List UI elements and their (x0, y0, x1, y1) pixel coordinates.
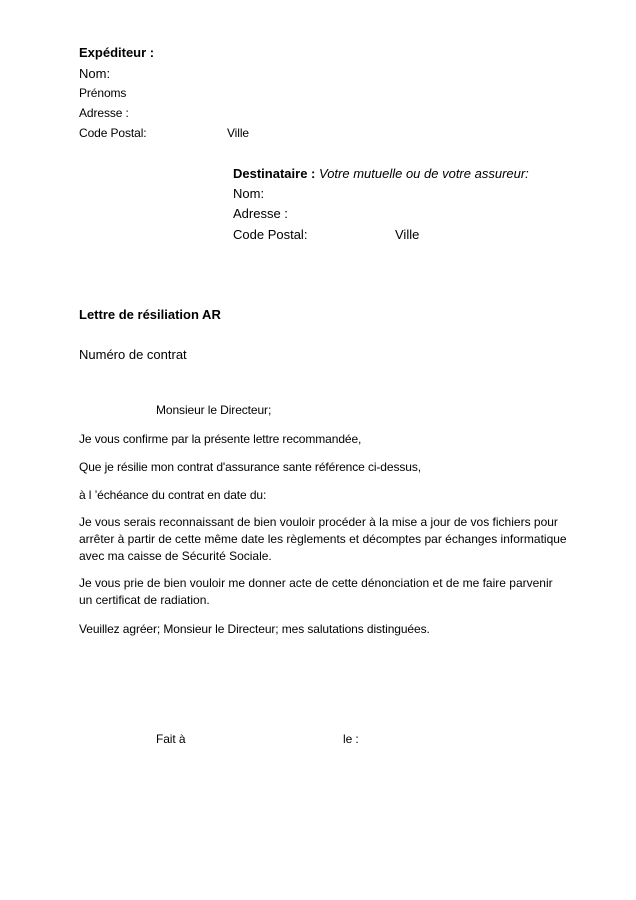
recipient-heading-line (233, 167, 529, 180)
sender-postal-code-label: Code Postal: (79, 126, 147, 140)
place-label: Fait à (156, 732, 186, 746)
salutation: Monsieur le Directeur; (156, 403, 272, 417)
sender-city-label: Ville (227, 126, 249, 140)
recipient-name-label: Nom: (233, 186, 265, 201)
recipient-postal-code-label: Code Postal: (233, 227, 308, 242)
body-paragraph-4: Je vous serais reconnaissant de bien vouloir procéder à la mise a jour de vos fichiers pour arrêter à partir de cette même date les règlements et décomptes par échanges informatique avec ma caisse de Sécurité Sociale. (79, 515, 567, 563)
closing-formula: Veuillez agréer; Monsieur le Directeur; mes salutations distinguées. (79, 622, 430, 636)
recipient-city-label: Ville (395, 227, 420, 242)
recipient-address-label: Adresse : (233, 206, 288, 221)
sender-firstnames-label: Prénoms (79, 86, 127, 100)
date-label: le : (343, 732, 359, 746)
letter-subject: Lettre de résiliation AR (79, 307, 221, 322)
body-paragraph-3: à l ’échéance du contrat en date du: (79, 488, 267, 502)
body-paragraph-5: Je vous prie de bien vouloir me donner acte de cette dénonciation et de me faire parvenir un certificat de radiation. (79, 576, 553, 607)
body-paragraph-2: Que je résilie mon contrat d'assurance sante référence ci-dessus, (79, 460, 421, 474)
sender-name-label: Nom: (79, 66, 111, 81)
sender-heading: Expéditeur : (79, 45, 155, 60)
recipient-heading: Destinataire : (233, 166, 316, 181)
recipient-heading-note: Votre mutuelle ou de votre assureur: (319, 166, 529, 181)
contract-number-label: Numéro de contrat (79, 347, 187, 362)
body-paragraph-1: Je vous confirme par la présente lettre recommandée, (79, 432, 362, 446)
sender-address-label: Adresse : (79, 106, 129, 120)
